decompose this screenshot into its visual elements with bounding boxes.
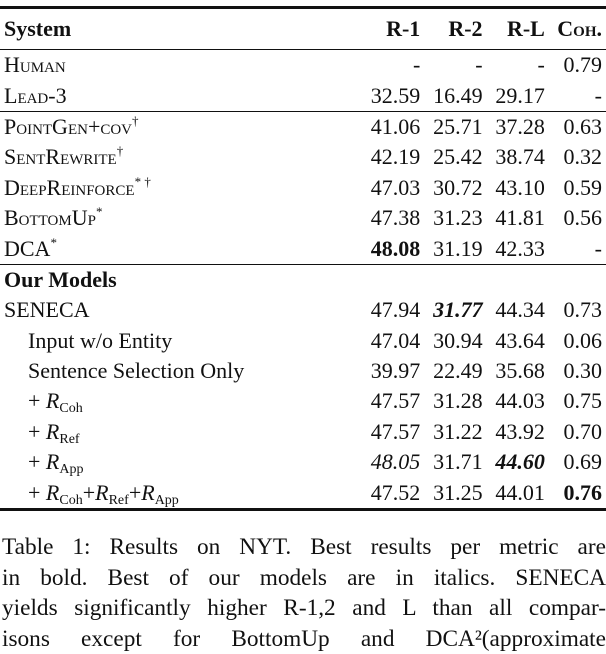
score-r2: 22.49	[424, 356, 486, 386]
system-name	[0, 477, 362, 509]
table-row	[0, 142, 606, 172]
score-r1: 32.59	[362, 80, 424, 111]
score-r2: 31.23	[424, 203, 486, 233]
score-r1: 47.57	[362, 386, 424, 416]
score-rl: 44.01	[487, 477, 549, 509]
caption-line: in bold. Best of our models are in italics. SENECA	[2, 563, 606, 594]
score-r2: 16.49	[424, 80, 486, 111]
score-r1: 47.52	[362, 477, 424, 509]
plus-joiner: +	[129, 480, 141, 505]
score-r2: 31.28	[424, 386, 486, 416]
table-caption	[2, 532, 606, 654]
table-row	[0, 356, 606, 386]
table-row	[0, 173, 606, 203]
system-label: Sentence Selection Only	[28, 358, 244, 383]
score-rl: 35.68	[487, 356, 549, 386]
system-name	[0, 111, 362, 142]
score-coh: 0.70	[549, 417, 606, 447]
score-coh: 0.75	[549, 386, 606, 416]
score-rl: 42.33	[487, 233, 549, 264]
header-r1: R-1	[362, 8, 424, 50]
score-rl: 43.64	[487, 326, 549, 356]
plus-joiner: +	[83, 480, 95, 505]
table-row	[0, 111, 606, 142]
system-name	[0, 447, 362, 477]
score-coh: 0.30	[549, 356, 606, 386]
table-row	[0, 447, 606, 477]
system-name	[0, 203, 362, 233]
footnote-marker: * †	[135, 174, 151, 189]
reward-symbol: R	[95, 480, 108, 505]
score-r1: 48.05	[362, 447, 424, 477]
footnote-marker: †	[117, 143, 124, 158]
score-rl: -	[487, 50, 549, 81]
score-rl: 41.81	[487, 203, 549, 233]
score-r2: 25.42	[424, 142, 486, 172]
score-r1: 47.94	[362, 295, 424, 325]
system-label: DCA	[4, 236, 50, 261]
score-rl: 44.34	[487, 295, 549, 325]
score-r2: -	[424, 50, 486, 81]
score-r2: 31.22	[424, 417, 486, 447]
footnote-marker: †	[132, 113, 139, 128]
header-rl: R-L	[487, 8, 549, 50]
score-r2: 25.71	[424, 111, 486, 142]
score-coh: 0.56	[549, 203, 606, 233]
reward-symbol: R	[46, 449, 59, 474]
section-header-row	[0, 264, 606, 295]
score-r1: 42.19	[362, 142, 424, 172]
score-rl: 44.60	[487, 447, 549, 477]
header-r2: R-2	[424, 8, 486, 50]
reward-subscript: Ref	[109, 493, 129, 508]
reward-subscript: Ref	[59, 432, 79, 447]
system-label: PointGen+cov	[4, 114, 132, 139]
system-label: Lead-3	[4, 83, 67, 108]
score-coh: 0.76	[549, 477, 606, 509]
score-rl: 38.74	[487, 142, 549, 172]
table-row	[0, 203, 606, 233]
score-coh: 0.63	[549, 111, 606, 142]
score-rl: 37.28	[487, 111, 549, 142]
system-label: Human	[4, 52, 66, 77]
score-r2: 30.94	[424, 326, 486, 356]
score-r1: 47.57	[362, 417, 424, 447]
table-row	[0, 80, 606, 111]
score-r1: 47.04	[362, 326, 424, 356]
table-row	[0, 477, 606, 509]
table-row	[0, 50, 606, 81]
score-coh: 0.59	[549, 173, 606, 203]
reward-subscript: Coh	[59, 401, 82, 416]
reward-symbol: R	[46, 388, 59, 413]
score-r2: 31.25	[424, 477, 486, 509]
score-rl: 43.92	[487, 417, 549, 447]
reward-symbol: R	[46, 419, 59, 444]
system-label: SENECA	[4, 297, 90, 322]
plus-sign: +	[28, 388, 40, 413]
our-models-label: Our Models	[0, 264, 606, 295]
reward-subscript: App	[155, 493, 179, 508]
system-label: DeepReinforce	[4, 175, 135, 200]
score-coh: -	[549, 80, 606, 111]
header-coh: Coh.	[549, 8, 606, 50]
system-label: Input w/o Entity	[28, 328, 172, 353]
score-rl: 29.17	[487, 80, 549, 111]
table-row	[0, 386, 606, 416]
system-name	[0, 417, 362, 447]
footnote-marker: *	[50, 235, 57, 250]
system-name	[0, 356, 362, 386]
score-rl: 43.10	[487, 173, 549, 203]
system-name	[0, 142, 362, 172]
score-r1: 47.38	[362, 203, 424, 233]
score-r1: 48.08	[362, 233, 424, 264]
system-name	[0, 386, 362, 416]
table-row	[0, 233, 606, 264]
table-row	[0, 295, 606, 325]
reward-symbol: R	[141, 480, 154, 505]
score-coh: 0.69	[549, 447, 606, 477]
caption-line: yields significantly higher R-1,2 and L than all compar-	[2, 593, 606, 624]
score-coh: 0.79	[549, 50, 606, 81]
table-row	[0, 326, 606, 356]
score-r1: 41.06	[362, 111, 424, 142]
plus-sign: +	[28, 419, 40, 444]
score-coh: 0.73	[549, 295, 606, 325]
reward-subscript: Coh	[59, 493, 82, 508]
header-system: System	[0, 8, 362, 50]
results-table	[0, 6, 606, 511]
score-r1: 47.03	[362, 173, 424, 203]
system-name	[0, 233, 362, 264]
score-r2: 30.72	[424, 173, 486, 203]
system-name	[0, 173, 362, 203]
system-name	[0, 295, 362, 325]
score-r1: 39.97	[362, 356, 424, 386]
score-coh: 0.32	[549, 142, 606, 172]
score-rl: 44.03	[487, 386, 549, 416]
system-label: SentRewrite	[4, 144, 117, 169]
caption-line-text: isons except for BottomUp and DCA²(approximate	[2, 626, 606, 652]
plus-sign: +	[28, 480, 40, 505]
system-name	[0, 326, 362, 356]
table-row	[0, 417, 606, 447]
plus-sign: +	[28, 449, 40, 474]
score-r2: 31.19	[424, 233, 486, 264]
reward-subscript: App	[59, 462, 83, 477]
caption-line: Table 1: Results on NYT. Best results per metric are	[2, 532, 606, 563]
reward-symbol: R	[46, 480, 59, 505]
caption-line	[2, 624, 606, 654]
system-name	[0, 50, 362, 81]
system-label: BottomUp	[4, 205, 96, 230]
score-r2: 31.71	[424, 447, 486, 477]
score-coh: 0.06	[549, 326, 606, 356]
score-r1: -	[362, 50, 424, 81]
system-name	[0, 80, 362, 111]
score-coh: -	[549, 233, 606, 264]
table-header-row	[0, 8, 606, 50]
footnote-marker: *	[96, 204, 103, 219]
score-r2: 31.77	[424, 295, 486, 325]
